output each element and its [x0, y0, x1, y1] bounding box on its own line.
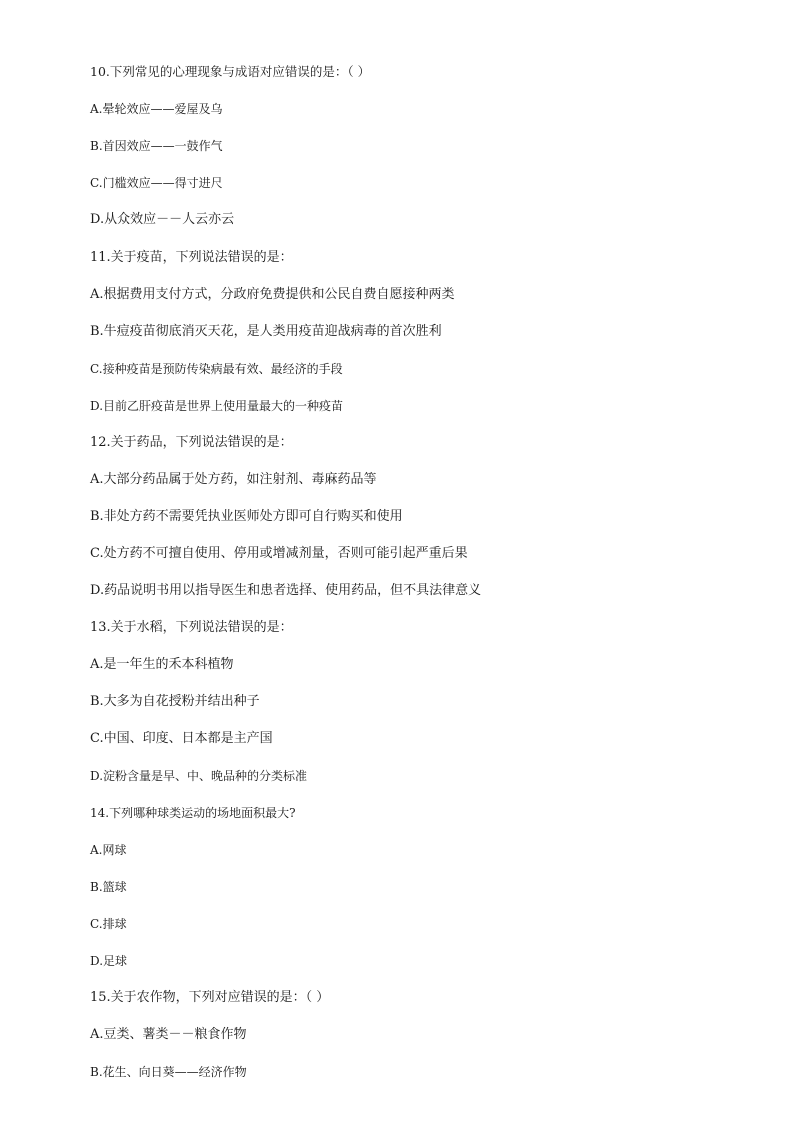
question-13-option-b: B.大多为自花授粉并结出种子: [90, 694, 260, 709]
question-12-option-b: B.非处方药不需要凭执业医师处方即可自行购买和使用: [90, 509, 403, 524]
question-12-option-a: A.大部分药品属于处方药，如注射剂、毒麻药品等: [90, 472, 377, 487]
question-14-option-d: D.足球: [90, 954, 128, 968]
question-14-option-b: B.篮球: [90, 880, 127, 894]
question-15-option-a: A.豆类、薯类－－粮食作物: [90, 1027, 247, 1042]
question-10-stem: 10.下列常见的心理现象与成语对应错误的是：（ ）: [90, 64, 371, 79]
question-13-option-c: C.中国、印度、日本都是主产国: [90, 731, 273, 746]
question-10-option-d: D.从众效应－－人云亦云: [90, 212, 235, 227]
question-14-option-a: A.网球: [90, 843, 127, 857]
question-11-option-c: C.接种疫苗是预防传染病最有效、最经济的手段: [90, 362, 343, 376]
question-11-option-a: A.根据费用支付方式，分政府免费提供和公民自费自愿接种两类: [90, 287, 455, 302]
question-14-stem: 14.下列哪种球类运动的场地面积最大?: [90, 806, 296, 820]
question-12-option-d: D.药品说明书用以指导医生和患者选择、使用药品，但不具法律意义: [90, 583, 482, 598]
question-13-stem: 13.关于水稻，下列说法错误的是：: [90, 620, 293, 635]
question-11-stem: 11.关于疫苗，下列说法错误的是：: [90, 250, 293, 265]
question-11-option-d: D.目前乙肝疫苗是世界上使用量最大的一种疫苗: [90, 399, 344, 413]
question-15-stem: 15.关于农作物，下列对应错误的是：（ ）: [90, 990, 330, 1005]
question-10-option-c: C.门槛效应——得寸进尺: [90, 176, 223, 190]
question-10-option-b: B.首因效应——一鼓作气: [90, 139, 223, 153]
question-11-option-b: B.牛痘疫苗彻底消灭天花，是人类用疫苗迎战病毒的首次胜利: [90, 324, 442, 339]
question-12-stem: 12.关于药品，下列说法错误的是：: [90, 435, 293, 450]
question-13-option-d: D.淀粉含量是早、中、晚品种的分类标准: [90, 769, 308, 783]
question-15-option-b: B.花生、向日葵——经济作物: [90, 1065, 247, 1079]
question-14-option-c: C.排球: [90, 917, 127, 931]
question-12-option-c: C.处方药不可擅自使用、停用或增减剂量，否则可能引起严重后果: [90, 546, 468, 561]
question-10-option-a: A.晕轮效应——爱屋及乌: [90, 102, 223, 116]
question-13-option-a: A.是一年生的禾本科植物: [90, 657, 234, 672]
